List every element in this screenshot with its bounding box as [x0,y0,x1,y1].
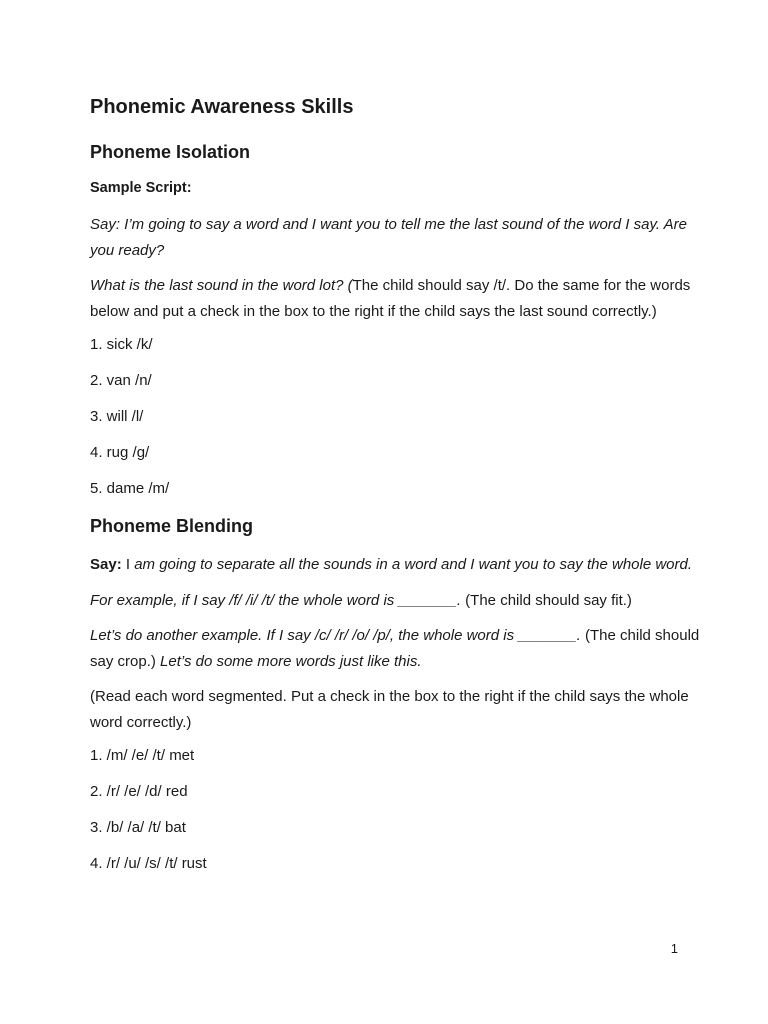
blending-instructions: (Read each word segmented. Put a check in the box to the right if the child says the whole word correctly.) [90,688,689,731]
blending-example-2 [90,623,710,674]
section-heading-phoneme-isolation: Phoneme Isolation [90,142,251,162]
blending-example-2-italic-2: Let’s do some more words just like this. [160,652,422,670]
section-heading-phoneme-blending: Phoneme Blending [90,516,254,536]
isolation-list-item: 1. sick /k/ [90,336,153,353]
blending-list-item: 2. /r/ /e/ /d/ red [90,783,188,800]
blending-say-line [90,552,710,578]
document-content [90,94,710,889]
isolation-question [90,273,710,324]
blending-say-plain: I [121,556,131,573]
isolation-list-item: 4. rug /g/ [90,444,150,461]
document-title: Phonemic Awareness Skills [90,96,354,118]
sample-script-label: Sample Script: [90,180,192,196]
isolation-say-text: Say: I’m going to say a word and I want you to tell me the last sound of the word I say. Are you ready? [90,216,687,259]
blending-example-1 [90,588,710,614]
blending-say-label: Say: [90,556,122,573]
blending-list-item: 3. /b/ /a/ /t/ bat [90,819,186,836]
blending-list-item: 4. /r/ /u/ /s/ /t/ rust [90,855,207,872]
isolation-question-italic: What is the last sound in the word lot? ( [90,277,353,294]
isolation-list-item: 2. van /n/ [90,372,152,389]
blending-list-item: 1. /m/ /e/ /t/ met [90,747,195,764]
page-number: 1 [670,941,678,956]
blending-example-2-italic: Let’s do another example. If I say /c/ /r/ /o/ /p/, the whole word is _______. [90,627,581,644]
blending-example-1-italic: For example, if I say /f/ /i/ /t/ the whole word is _______. [90,591,462,609]
blending-example-2-mid: (The child should say crop.) [90,627,700,670]
isolation-list-item: 3. will /l/ [90,408,144,425]
blending-say-italic: am going to separate all the sounds in a word and I want you to say the whole word. [130,556,693,573]
isolation-list-item: 5. dame /m/ [90,480,170,497]
blending-example-1-rest: (The child should say fit.) [461,591,632,609]
isolation-question-rest: The child should say /t/. Do the same for the words below and put a check in the box to the right if the child says the last sound correctly.) [90,277,691,320]
isolation-say-line [90,212,710,263]
